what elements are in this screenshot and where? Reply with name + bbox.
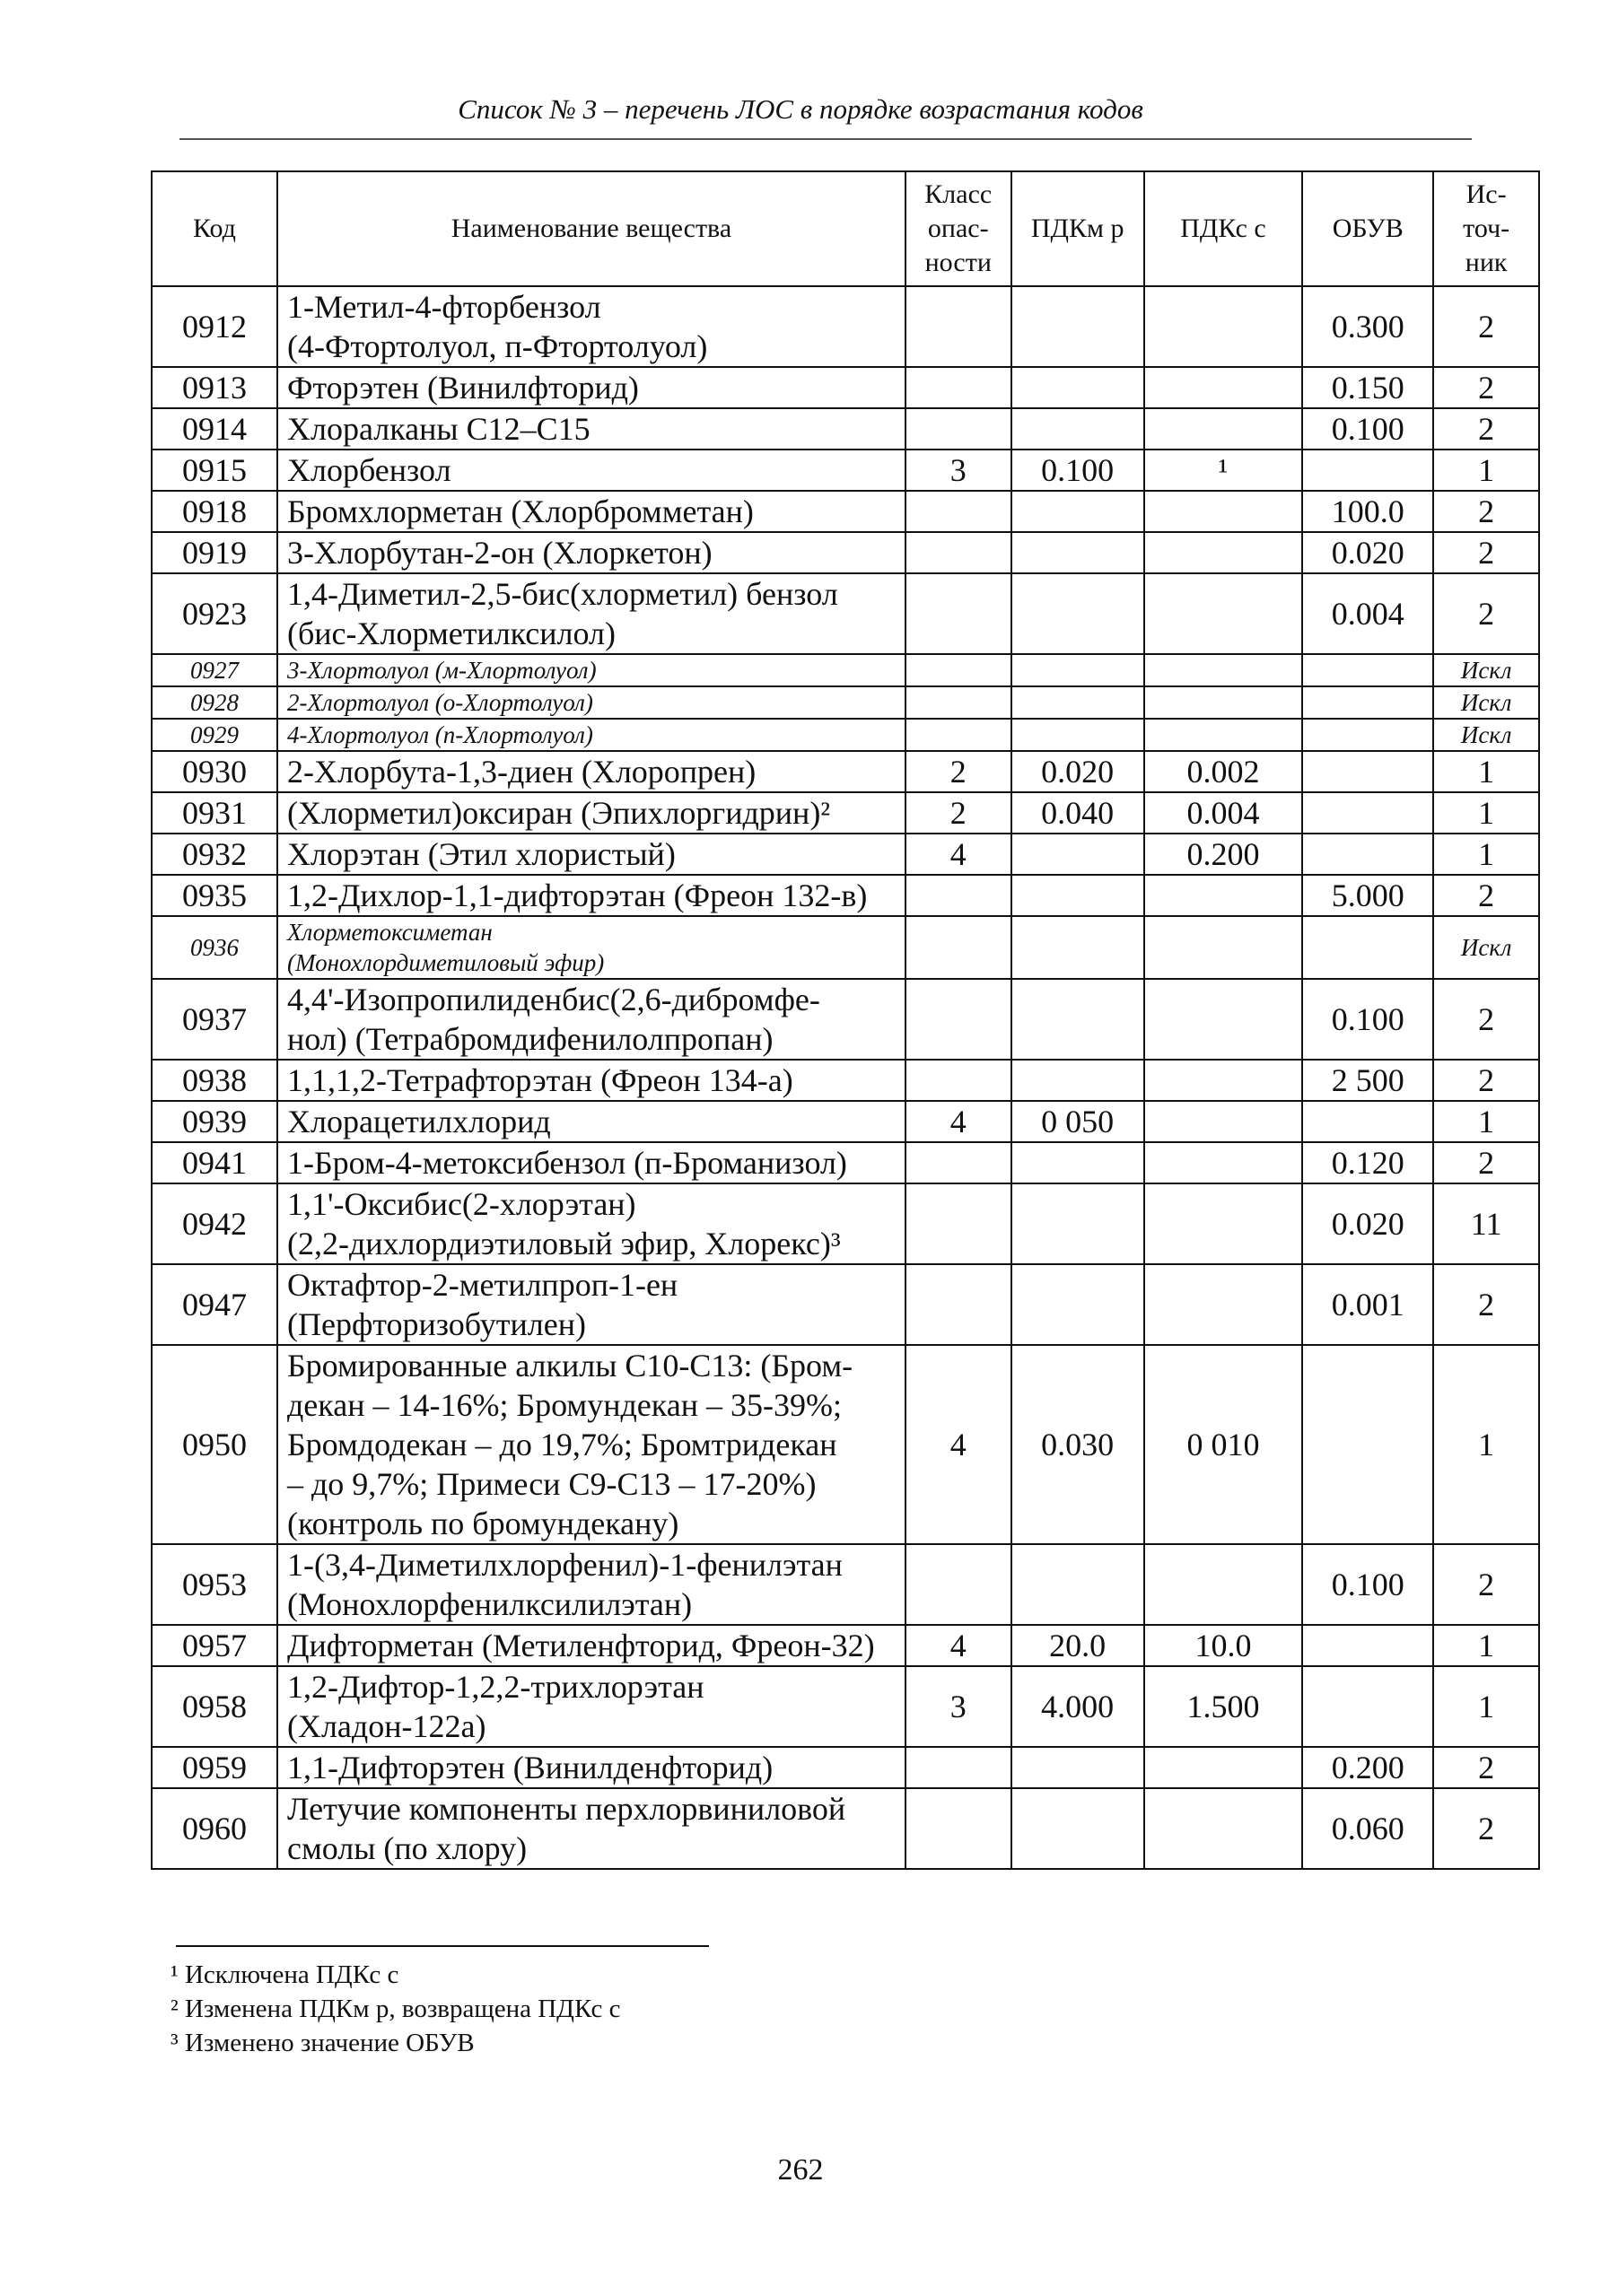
cell-source: 2 (1433, 1788, 1539, 1869)
cell-pdk-ss (1144, 408, 1303, 450)
name-line: 1,1,1,2-Тетрафторэтан (Фреон 134-а) (286, 1062, 793, 1098)
cell-pdk-mr (1011, 491, 1144, 532)
cell-klass: 2 (905, 751, 1011, 792)
header-name: Наименование вещества (277, 171, 905, 286)
cell-obuv: 0.300 (1302, 286, 1433, 367)
page-title: Список № 3 – перечень ЛОС в порядке возрастания кодов (458, 93, 1143, 125)
cell-pdk-mr (1011, 532, 1144, 573)
cell-pdk-mr (1011, 1747, 1144, 1788)
table-row (152, 1264, 1539, 1345)
cell-pdk-ss (1144, 1101, 1303, 1142)
cell-obuv: 0.020 (1302, 532, 1433, 573)
name-line: Бромированные алкилы C10-C13: (Бром- (286, 1348, 853, 1384)
table-row (152, 834, 1539, 875)
cell-code: 0938 (152, 1060, 277, 1101)
cell-obuv (1302, 686, 1433, 719)
cell-klass (905, 719, 1011, 751)
cell-name (277, 367, 905, 408)
cell-pdk-mr: 4.000 (1011, 1666, 1144, 1747)
name-line: 3-Хлортолуол (м-Хлортолуол) (286, 657, 597, 684)
cell-pdk-ss (1144, 1060, 1303, 1101)
cell-klass: 4 (905, 1101, 1011, 1142)
table-row (152, 367, 1539, 408)
cell-klass (905, 654, 1011, 686)
cell-klass: 3 (905, 1666, 1011, 1747)
cell-name (277, 1544, 905, 1625)
cell-obuv (1302, 916, 1433, 979)
cell-name (277, 654, 905, 686)
cell-source: Искл (1433, 916, 1539, 979)
cell-pdk-ss: ¹ (1144, 450, 1303, 491)
footnotes (171, 1958, 621, 2060)
name-line: Фторэтен (Винилфторид) (286, 370, 639, 406)
header-source: Ис- точ- ник (1433, 171, 1539, 286)
name-line: Хлорэтан (Этил хлористый) (286, 836, 676, 872)
cell-source: 1 (1433, 1345, 1539, 1544)
name-line: Хлоралканы C12–C15 (286, 411, 591, 447)
cell-pdk-ss: 1.500 (1144, 1666, 1303, 1747)
header-pdk-mr: ПДКм р (1011, 171, 1144, 286)
cell-name (277, 1101, 905, 1142)
name-line: Бромхлорметан (Хлорбромметан) (286, 493, 754, 529)
name-line: Дифторметан (Метиленфторид, Фреон-32) (286, 1628, 875, 1663)
cell-obuv (1302, 751, 1433, 792)
title-rule (179, 138, 1472, 140)
cell-obuv: 0.100 (1302, 979, 1433, 1060)
cell-obuv: 0.100 (1302, 1544, 1433, 1625)
cell-code: 0931 (152, 792, 277, 834)
table-row (152, 1666, 1539, 1747)
cell-name (277, 1183, 905, 1264)
cell-obuv: 0.001 (1302, 1264, 1433, 1345)
cell-code: 0937 (152, 979, 277, 1060)
cell-pdk-ss: 0 010 (1144, 1345, 1303, 1544)
table-row (152, 719, 1539, 751)
cell-pdk-ss (1144, 532, 1303, 573)
header-klass: Класс опас- ности (905, 171, 1011, 286)
cell-pdk-mr: 0.100 (1011, 450, 1144, 491)
table-row (152, 654, 1539, 686)
cell-code: 0914 (152, 408, 277, 450)
cell-klass (905, 1264, 1011, 1345)
cell-klass (905, 1747, 1011, 1788)
name-line: Хлорбензол (286, 452, 451, 488)
cell-klass (905, 367, 1011, 408)
header-obuv: ОБУВ (1302, 171, 1433, 286)
cell-pdk-mr: 0.030 (1011, 1345, 1144, 1544)
cell-klass: 2 (905, 792, 1011, 834)
cell-code: 0958 (152, 1666, 277, 1747)
table-row (152, 875, 1539, 916)
name-line: 1,2-Дифтор-1,2,2-трихлорэтан (286, 1669, 704, 1705)
table-row (152, 1142, 1539, 1183)
cell-source: 2 (1433, 408, 1539, 450)
cell-source: Искл (1433, 654, 1539, 686)
cell-pdk-mr: 0.040 (1011, 792, 1144, 834)
name-line: (Хлорметил)оксиран (Эпихлоргидрин)² (286, 795, 831, 831)
cell-name (277, 1142, 905, 1183)
cell-source: 2 (1433, 1142, 1539, 1183)
cell-klass: 4 (905, 1625, 1011, 1666)
cell-klass (905, 1788, 1011, 1869)
table-row (152, 408, 1539, 450)
page-number: 262 (777, 2153, 824, 2187)
cell-code: 0919 (152, 532, 277, 573)
name-line: 4,4'-Изопропилиденбис(2,6-дибромфе- (286, 982, 820, 1017)
cell-name (277, 1345, 905, 1544)
cell-pdk-ss (1144, 1264, 1303, 1345)
cell-name (277, 834, 905, 875)
cell-pdk-mr (1011, 719, 1144, 751)
table-row (152, 532, 1539, 573)
cell-code: 0957 (152, 1625, 277, 1666)
cell-code: 0939 (152, 1101, 277, 1142)
cell-pdk-mr (1011, 1142, 1144, 1183)
table-row (152, 979, 1539, 1060)
cell-name (277, 573, 905, 654)
table-row (152, 916, 1539, 979)
table-header (152, 171, 1539, 286)
cell-pdk-ss: 0.002 (1144, 751, 1303, 792)
cell-code: 0929 (152, 719, 277, 751)
cell-klass (905, 875, 1011, 916)
cell-klass: 4 (905, 834, 1011, 875)
cell-name (277, 875, 905, 916)
table-row (152, 1183, 1539, 1264)
cell-code: 0935 (152, 875, 277, 916)
cell-obuv (1302, 1666, 1433, 1747)
cell-obuv: 2 500 (1302, 1060, 1433, 1101)
table-row (152, 686, 1539, 719)
name-line: 2-Хлорбута-1,3-диен (Хлоропрен) (286, 754, 757, 790)
cell-obuv (1302, 450, 1433, 491)
footnote-rule (176, 1945, 709, 1947)
cell-name (277, 1625, 905, 1666)
name-line: 2-Хлортолуол (о-Хлортолуол) (286, 689, 593, 716)
cell-klass (905, 1142, 1011, 1183)
cell-name (277, 1666, 905, 1747)
cell-source: 1 (1433, 792, 1539, 834)
name-line: 1-Метил-4-фторбензол (286, 289, 601, 325)
name-line: (Монохлордиметиловый эфир) (286, 949, 605, 976)
name-line: 1-Бром-4-метоксибензол (п-Броманизол) (286, 1145, 847, 1181)
cell-pdk-ss (1144, 573, 1303, 654)
name-line: 1-(3,4-Диметилхлорфенил)-1-фенилэтан (286, 1547, 843, 1583)
cell-pdk-ss (1144, 286, 1303, 367)
cell-name (277, 1264, 905, 1345)
cell-klass (905, 1544, 1011, 1625)
cell-pdk-ss (1144, 654, 1303, 686)
name-line: (Перфторизобутилен) (286, 1306, 586, 1342)
cell-obuv (1302, 719, 1433, 751)
cell-name (277, 1747, 905, 1788)
cell-source: 1 (1433, 751, 1539, 792)
cell-pdk-mr (1011, 286, 1144, 367)
cell-obuv (1302, 1101, 1433, 1142)
cell-pdk-mr (1011, 1788, 1144, 1869)
cell-obuv (1302, 654, 1433, 686)
cell-pdk-mr (1011, 979, 1144, 1060)
table-row (152, 450, 1539, 491)
cell-pdk-ss (1144, 979, 1303, 1060)
cell-source: 1 (1433, 1666, 1539, 1747)
cell-obuv: 0.060 (1302, 1788, 1433, 1869)
cell-source: 2 (1433, 573, 1539, 654)
cell-name (277, 686, 905, 719)
cell-klass (905, 979, 1011, 1060)
cell-pdk-mr: 20.0 (1011, 1625, 1144, 1666)
cell-name (277, 408, 905, 450)
name-line: Летучие компоненты перхлорвиниловой (286, 1791, 846, 1827)
cell-obuv: 0.150 (1302, 367, 1433, 408)
cell-klass (905, 686, 1011, 719)
cell-obuv: 0.200 (1302, 1747, 1433, 1788)
cell-source: 1 (1433, 450, 1539, 491)
name-line: 1,1-Дифторэтен (Винилденфторид) (286, 1750, 774, 1785)
cell-obuv (1302, 834, 1433, 875)
name-line: (контроль по бромундекану) (286, 1506, 679, 1541)
cell-klass (905, 916, 1011, 979)
name-line: (2,2-дихлордиэтиловый эфир, Хлорекс)³ (286, 1226, 841, 1261)
name-line: Хлорметоксиметан (286, 919, 493, 946)
name-line: 3-Хлорбутан-2-он (Хлоркетон) (286, 535, 713, 571)
cell-name (277, 1060, 905, 1101)
cell-code: 0927 (152, 654, 277, 686)
name-line: Хлорацетилхлорид (286, 1104, 551, 1139)
cell-pdk-ss (1144, 367, 1303, 408)
cell-pdk-ss (1144, 719, 1303, 751)
cell-pdk-ss (1144, 1747, 1303, 1788)
cell-obuv (1302, 1345, 1433, 1544)
name-line: 4-Хлортолуол (п-Хлортолуол) (286, 721, 593, 748)
cell-name (277, 491, 905, 532)
cell-pdk-mr (1011, 1264, 1144, 1345)
cell-source: 1 (1433, 834, 1539, 875)
cell-source: 2 (1433, 286, 1539, 367)
cell-source: 1 (1433, 1101, 1539, 1142)
cell-source: 2 (1433, 1544, 1539, 1625)
cell-name (277, 1788, 905, 1869)
cell-code: 0950 (152, 1345, 277, 1544)
cell-pdk-ss: 0.004 (1144, 792, 1303, 834)
cell-pdk-mr (1011, 1060, 1144, 1101)
footnote-3: ³ Изменено значение ОБУВ (171, 2029, 475, 2057)
table-row (152, 792, 1539, 834)
cell-obuv: 0.120 (1302, 1142, 1433, 1183)
cell-code: 0941 (152, 1142, 277, 1183)
cell-pdk-mr (1011, 1183, 1144, 1264)
table-row (152, 1788, 1539, 1869)
header-pdk-ss: ПДКс с (1144, 171, 1303, 286)
cell-pdk-ss (1144, 1544, 1303, 1625)
cell-pdk-ss (1144, 1183, 1303, 1264)
header-code: Код (152, 171, 277, 286)
cell-pdk-ss (1144, 686, 1303, 719)
cell-obuv: 0.004 (1302, 573, 1433, 654)
cell-pdk-mr: 0.020 (1011, 751, 1144, 792)
name-line: 1,4-Диметил-2,5-бис(хлорметил) бензол (286, 576, 838, 612)
cell-code: 0932 (152, 834, 277, 875)
footnote-1: ¹ Исключена ПДКс с (171, 1960, 399, 1989)
cell-code: 0942 (152, 1183, 277, 1264)
cell-pdk-mr (1011, 916, 1144, 979)
cell-klass (905, 1183, 1011, 1264)
name-line: (4-Фтортолуол, п-Фтортолуол) (286, 328, 708, 364)
cell-code: 0923 (152, 573, 277, 654)
cell-pdk-mr (1011, 367, 1144, 408)
cell-obuv: 5.000 (1302, 875, 1433, 916)
cell-name (277, 450, 905, 491)
table-row (152, 573, 1539, 654)
table-row (152, 1625, 1539, 1666)
name-line: 1,1'-Оксибис(2-хлорэтан) (286, 1186, 636, 1222)
cell-name (277, 719, 905, 751)
cell-code: 0960 (152, 1788, 277, 1869)
cell-name (277, 979, 905, 1060)
cell-source: 2 (1433, 367, 1539, 408)
cell-obuv: 100.0 (1302, 491, 1433, 532)
cell-source: 2 (1433, 1264, 1539, 1345)
cell-obuv: 0.020 (1302, 1183, 1433, 1264)
cell-klass: 4 (905, 1345, 1011, 1544)
name-line: 1,2-Дихлор-1,1-дифторэтан (Фреон 132-в) (286, 877, 868, 913)
cell-pdk-mr (1011, 408, 1144, 450)
cell-source: 1 (1433, 1625, 1539, 1666)
table-row (152, 491, 1539, 532)
cell-pdk-mr: 0 050 (1011, 1101, 1144, 1142)
cell-klass: 3 (905, 450, 1011, 491)
cell-code: 0936 (152, 916, 277, 979)
footnote-2: ² Изменена ПДКм р, возвращена ПДКс с (171, 1995, 621, 2023)
cell-source: 2 (1433, 491, 1539, 532)
cell-pdk-ss (1144, 1788, 1303, 1869)
cell-pdk-mr (1011, 834, 1144, 875)
cell-pdk-ss: 0.200 (1144, 834, 1303, 875)
table-row (152, 286, 1539, 367)
table-row (152, 1345, 1539, 1544)
cell-code: 0959 (152, 1747, 277, 1788)
name-line: Октафтор-2-метилпроп-1-ен (286, 1267, 678, 1303)
cell-obuv: 0.100 (1302, 408, 1433, 450)
name-line: (Монохлорфенилксилилэтан) (286, 1586, 693, 1622)
cell-code: 0918 (152, 491, 277, 532)
cell-name (277, 751, 905, 792)
cell-code: 0930 (152, 751, 277, 792)
cell-pdk-ss (1144, 875, 1303, 916)
cell-name (277, 532, 905, 573)
cell-pdk-ss (1144, 491, 1303, 532)
table-row (152, 751, 1539, 792)
cell-klass (905, 491, 1011, 532)
name-line: нол) (Тетрабромдифенилолпропан) (286, 1021, 774, 1057)
name-line: (Хладон-122а) (286, 1708, 486, 1744)
cell-source: 2 (1433, 532, 1539, 573)
cell-pdk-mr (1011, 686, 1144, 719)
table-body (152, 286, 1539, 1869)
cell-klass (905, 532, 1011, 573)
cell-name (277, 792, 905, 834)
cell-name (277, 286, 905, 367)
name-line: Бромдодекан – до 19,7%; Бромтридекан (286, 1427, 837, 1462)
name-line: смолы (по хлору) (286, 1830, 528, 1866)
cell-code: 0947 (152, 1264, 277, 1345)
name-line: – до 9,7%; Примеси C9-C13 – 17-20%) (286, 1466, 817, 1502)
cell-klass (905, 408, 1011, 450)
cell-source: 2 (1433, 1747, 1539, 1788)
name-line: декан – 14-16%; Бромундекан – 35-39%; (286, 1387, 842, 1423)
cell-klass (905, 286, 1011, 367)
cell-pdk-ss (1144, 1142, 1303, 1183)
cell-obuv (1302, 1625, 1433, 1666)
cell-code: 0915 (152, 450, 277, 491)
cell-code: 0928 (152, 686, 277, 719)
cell-source: 2 (1433, 875, 1539, 916)
cell-pdk-mr (1011, 654, 1144, 686)
cell-source: Искл (1433, 686, 1539, 719)
cell-code: 0913 (152, 367, 277, 408)
table-row (152, 1747, 1539, 1788)
cell-code: 0912 (152, 286, 277, 367)
cell-pdk-ss (1144, 916, 1303, 979)
cell-pdk-mr (1011, 875, 1144, 916)
table-row (152, 1101, 1539, 1142)
cell-source: 11 (1433, 1183, 1539, 1264)
name-line: (бис-Хлорметилксилол) (286, 615, 616, 651)
cell-pdk-ss: 10.0 (1144, 1625, 1303, 1666)
cell-klass (905, 1060, 1011, 1101)
table-row (152, 1544, 1539, 1625)
cell-obuv (1302, 792, 1433, 834)
substances-table (151, 170, 1540, 1870)
cell-source: 2 (1433, 1060, 1539, 1101)
cell-pdk-mr (1011, 1544, 1144, 1625)
cell-source: 2 (1433, 979, 1539, 1060)
cell-name (277, 916, 905, 979)
cell-pdk-mr (1011, 573, 1144, 654)
table-row (152, 1060, 1539, 1101)
cell-source: Искл (1433, 719, 1539, 751)
cell-code: 0953 (152, 1544, 277, 1625)
cell-klass (905, 573, 1011, 654)
